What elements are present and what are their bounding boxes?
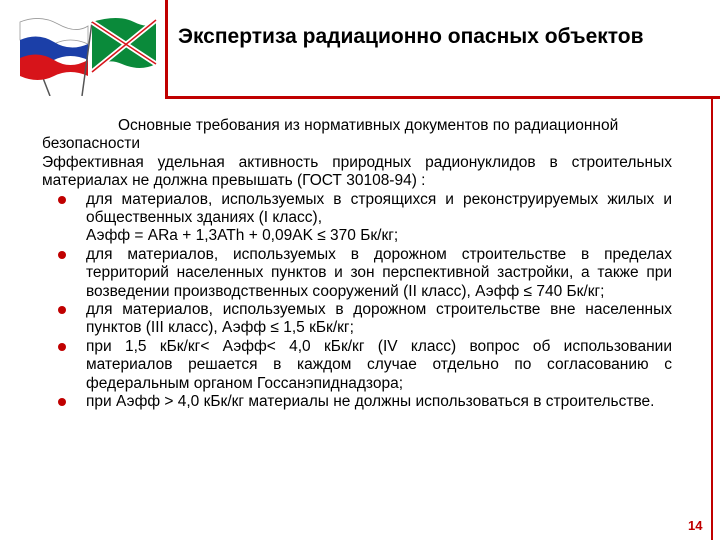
bullet-icon <box>58 196 66 204</box>
list-item-text: для материалов, используемых в дорожном строительстве в пределах территорий населенных пунктов и зон перспективной застройки, а также при возведении производственных сооружений (II класс), Аэфф ≤ 740 Бк/кг; <box>86 245 672 300</box>
list-item-text: для материалов, используемых в строящихся и реконструируемых жилых и общественных зданиях (I класс), <box>86 190 672 227</box>
frame-right-border <box>711 99 713 540</box>
ministry-flag-icon <box>82 18 156 96</box>
list-item <box>42 393 672 411</box>
list-item-text: при 1,5 кБк/кг< Аэфф< 4,0 кБк/кг (IV класс) вопрос об использовании материалов решается в каждом случае отдельно по согласованию с федеральным органом Госсанэпиднадзора; <box>86 337 672 392</box>
list-item <box>42 246 672 301</box>
list-item-text: при Аэфф > 4,0 кБк/кг материалы не должны использоваться в строительстве. <box>86 393 655 411</box>
activity-formula: Аэфф = ARa + 1,3ATh + 0,09AK ≤ 370 Бк/кг; <box>86 227 399 245</box>
requirements-list <box>42 191 672 412</box>
section-heading: Основные требования из нормативных документов по радиационной безопасности <box>42 117 619 153</box>
title-divider-vertical <box>165 0 168 98</box>
bullet-icon <box>58 343 66 351</box>
slide-body <box>42 117 672 412</box>
russian-flag-icon <box>20 18 88 96</box>
page-number: 14 <box>688 518 703 533</box>
list-item <box>42 301 672 338</box>
flags-emblem <box>10 14 160 96</box>
list-item <box>42 338 672 393</box>
bullet-icon <box>58 398 66 406</box>
bullet-icon <box>58 251 66 259</box>
list-item-text: для материалов, используемых в дорожном строительстве вне населенных пунктов (III класс), Аэфф ≤ 1,5 кБк/кг; <box>86 301 672 337</box>
bullet-icon <box>58 306 66 314</box>
title-divider-horizontal <box>165 96 720 99</box>
intro-paragraph: Эффективная удельная активность природных радионуклидов в строительных материалах не должна превышать (ГОСТ 30108-94) : <box>42 153 672 190</box>
list-item <box>42 191 672 246</box>
slide-title: Экспертиза радиационно опасных объектов <box>178 25 644 48</box>
